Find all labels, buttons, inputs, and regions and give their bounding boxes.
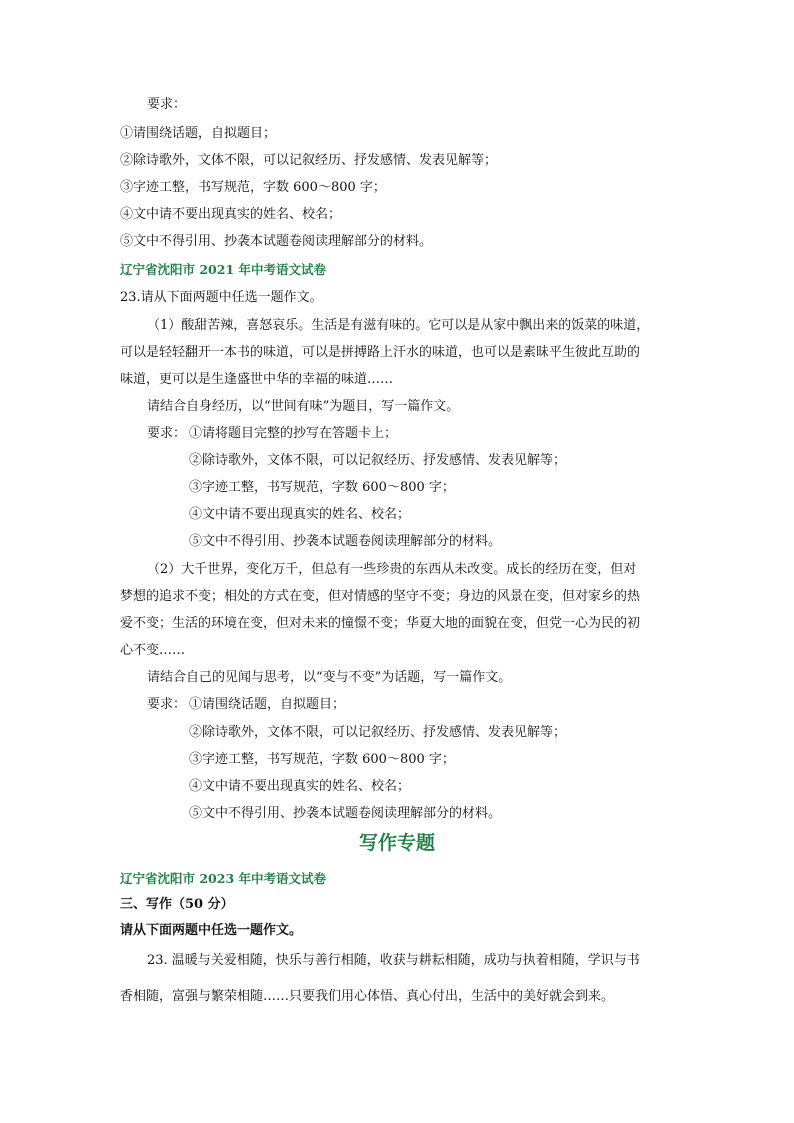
prompt1-req-item: ④文中请不要出现真实的姓名、校名； <box>189 507 411 522</box>
prompt1-req-label: 要求： <box>147 426 187 441</box>
prompt1-req-item: ③字迹工整，书写规范，字数 600～800 字； <box>189 480 455 495</box>
prompt2-line: 梦想的追求不变；相处的方式在变，但对情感的坚守不变；身边的风景在变，但对家乡的热 <box>120 589 641 604</box>
prompt2-task: 请结合自己的见闻与思考，以“变与不变”为话题，写一篇作文。 <box>147 670 512 685</box>
exam-source-2023: 辽宁省沈阳市 2023 年中考语文试卷 <box>120 871 326 886</box>
q23-line: 香相随，富强与繁荣相随……只要我们用心体悟、真心付出，生活中的美好就会到来。 <box>120 989 615 1004</box>
prompt2-req-item: ②除诗歌外，文体不限，可以记叙经历、抒发感情、发表见解等； <box>189 725 567 740</box>
prompt2-req-item: ④文中请不要出现真实的姓名、校名； <box>189 779 411 794</box>
part-title: 三、写作（50 分） <box>120 897 234 912</box>
q23-line: 23. 温暖与关爱相随，快乐与善行相随，收获与耕耘相随，成功与执着相随，学识与书 <box>147 953 640 968</box>
requirement-item: ⑤文中不得引用、抄袭本试题卷阅读理解部分的材料。 <box>120 234 433 249</box>
prompt1-req-item: ①请将题目完整的抄写在答题卡上； <box>189 426 398 441</box>
requirement-item: ②除诗歌外，文体不限，可以记叙经历、抒发感情、发表见解等； <box>120 153 498 168</box>
prompt1-line: （1）酸甜苦辣，喜怒哀乐。生活是有滋有味的。它可以是从家中飘出来的饭菜的味道， <box>147 318 650 333</box>
section-heading: 写作专题 <box>358 832 435 854</box>
part-instruction: 请从下面两题中任选一题作文。 <box>120 923 303 938</box>
requirement-item: ③字迹工整，书写规范，字数 600～800 字； <box>120 180 386 195</box>
prompt1-req-item: ②除诗歌外，文体不限，可以记叙经历、抒发感情、发表见解等； <box>189 453 567 468</box>
prompt2-line: 心不变…… <box>120 643 186 658</box>
prompt1-req-item: ⑤文中不得引用、抄袭本试题卷阅读理解部分的材料。 <box>189 534 502 549</box>
prompt1-line: 味道，更可以是生逢盛世中华的幸福的味道…… <box>120 372 394 387</box>
requirement-item: ①请围绕话题，自拟题目； <box>120 126 277 141</box>
requirement-item: ④文中请不要出现真实的姓名、校名； <box>120 207 342 222</box>
prompt2-req-label: 要求： <box>147 697 187 712</box>
prompt2-req-item: ③字迹工整，书写规范，字数 600～800 字； <box>189 752 455 767</box>
question-intro: 23.请从下面两题中任选一题作文。 <box>120 290 323 305</box>
prompt2-req-item: ⑤文中不得引用、抄袭本试题卷阅读理解部分的材料。 <box>189 806 502 821</box>
prompt1-line: 可以是轻轻翻开一本书的味道，可以是拼搏路上汗水的味道，也可以是素昧平生彼此互助的 <box>120 345 641 360</box>
requirements-label: 要求： <box>147 97 187 112</box>
prompt2-req-item: ①请围绕话题，自拟题目； <box>189 697 346 712</box>
prompt1-task: 请结合自身经历，以“世间有味”为题目，写一篇作文。 <box>147 399 460 414</box>
prompt2-line: 爱不变；生活的环境在变，但对未来的憧憬不变；华夏大地的面貌在变，但党一心为民的初 <box>120 616 641 631</box>
prompt2-line: （2）大千世界，变化万千，但总有一些珍贵的东西从未改变。成长的经历在变，但对 <box>147 562 637 577</box>
exam-source-2021: 辽宁省沈阳市 2021 年中考语文试卷 <box>120 262 326 277</box>
